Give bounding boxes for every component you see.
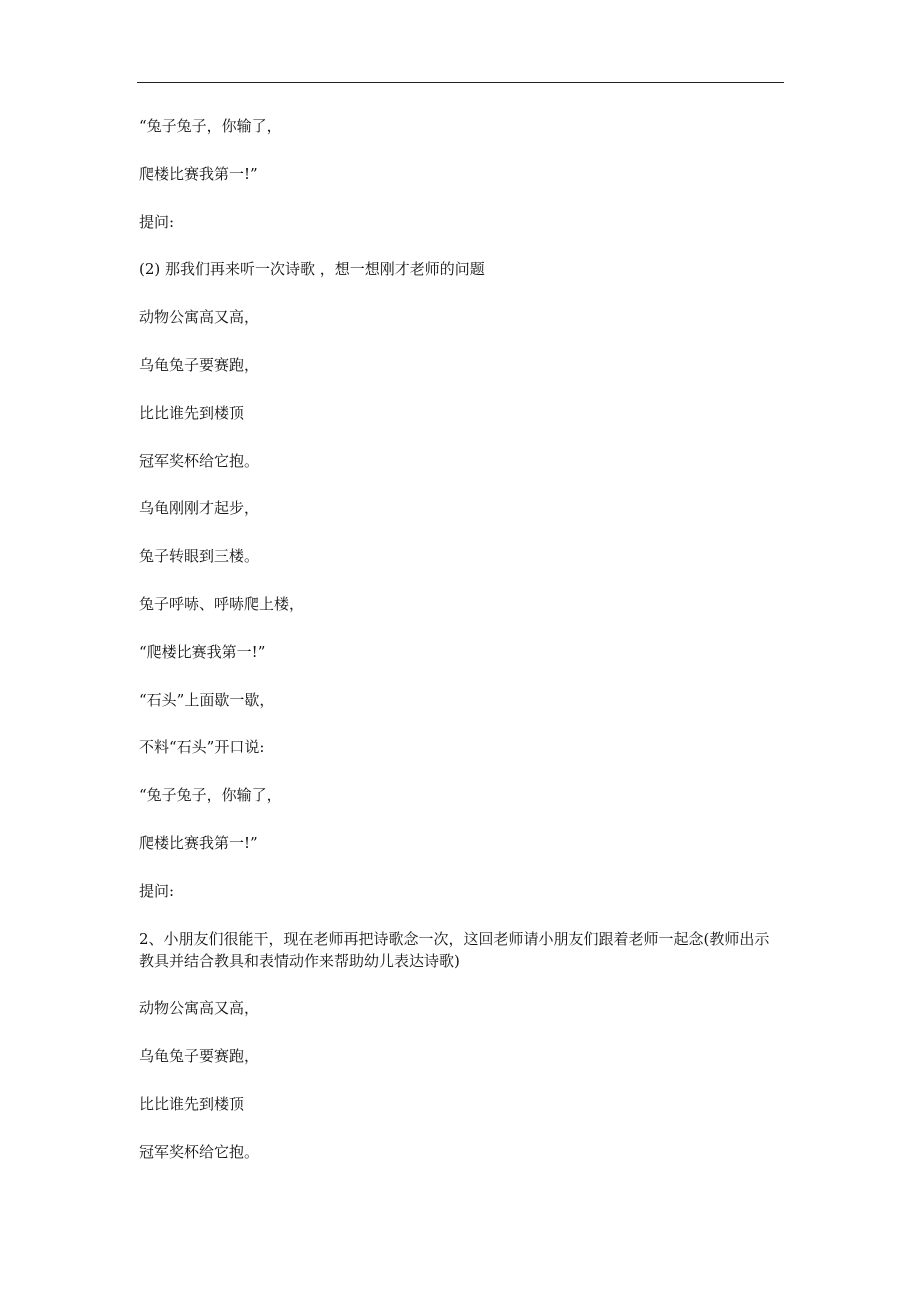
poem-line: 动物公寓高又高， bbox=[139, 999, 260, 1018]
poem-line: 冠军奖杯给它抱。 bbox=[139, 451, 260, 470]
document-body bbox=[139, 115, 784, 1189]
question-label: 提问: bbox=[139, 212, 175, 231]
poem-line: 兔子转眼到三楼。 bbox=[139, 547, 260, 566]
poem-line: 动物公寓高又高， bbox=[139, 308, 260, 327]
poem-line: 乌龟兔子要赛跑， bbox=[139, 355, 260, 374]
poem-line: 冠军奖杯给它抱。 bbox=[139, 1142, 260, 1161]
poem-line: 兔子呼哧、呼哧爬上楼， bbox=[139, 594, 305, 613]
instruction-paragraph: 2、小朋友们很能干，现在老师再把诗歌念一次，这回老师请小朋友们跟着老师一起念(教师出示教具并结合教具和表情动作来帮助幼儿表达诗歌) bbox=[139, 929, 770, 970]
instruction-line: (2) 那我们再来听一次诗歌 ，想一想刚才老师的问题 bbox=[139, 260, 485, 279]
poem-line: 不料“石头”开口说: bbox=[139, 738, 265, 757]
poem-line: 爬楼比赛我第一!” bbox=[139, 833, 258, 852]
question-label: 提问: bbox=[139, 881, 175, 900]
poem-line: “爬楼比赛我第一!” bbox=[139, 642, 266, 661]
header-rule bbox=[137, 82, 784, 83]
poem-line: 比比谁先到楼顶 bbox=[139, 403, 245, 422]
poem-line: 乌龟刚刚才起步， bbox=[139, 499, 260, 518]
poem-line: 乌龟兔子要赛跑， bbox=[139, 1047, 260, 1066]
poem-line: 比比谁先到楼顶 bbox=[139, 1094, 245, 1113]
poem-line: 爬楼比赛我第一!” bbox=[139, 164, 258, 183]
poem-line: “兔子兔子，你输了， bbox=[139, 786, 282, 805]
poem-line: “兔子兔子，你输了， bbox=[139, 117, 282, 135]
poem-line: “石头”上面歇一歇， bbox=[139, 690, 275, 709]
